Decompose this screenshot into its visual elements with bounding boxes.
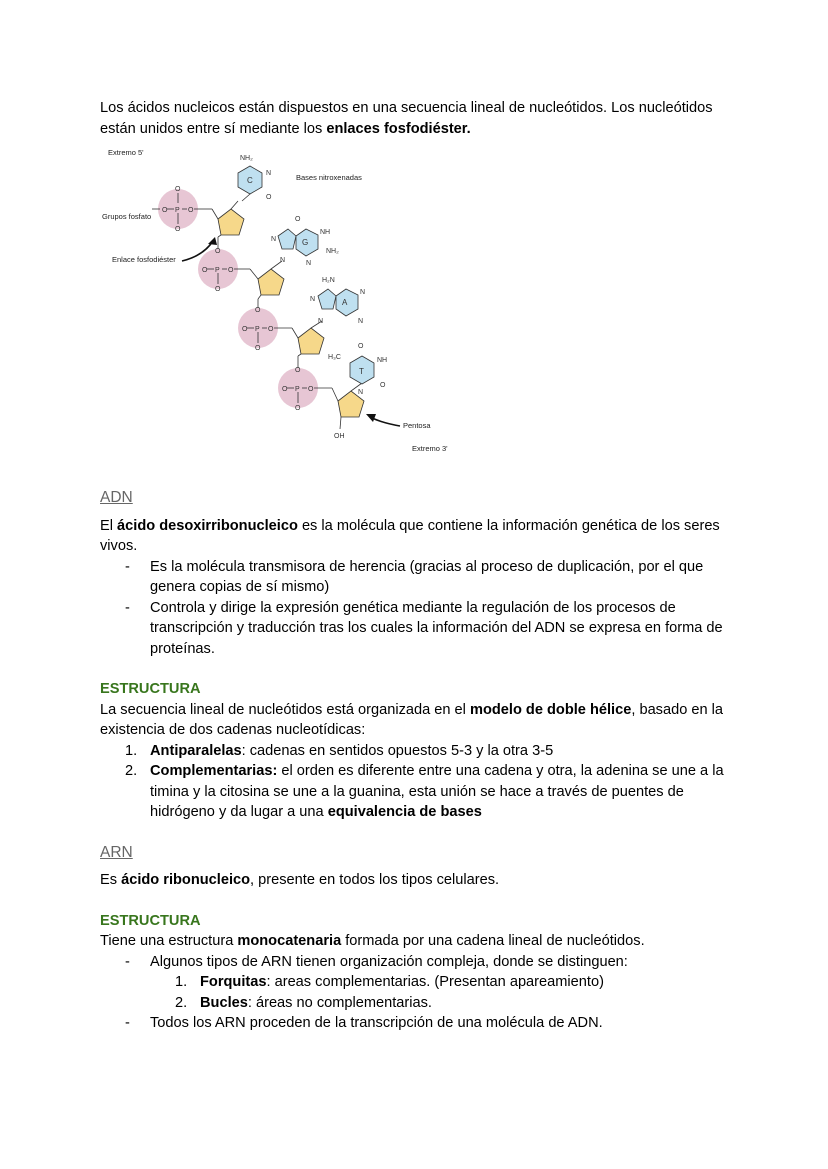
svg-text:H₂N: H₂N	[322, 277, 335, 284]
base-g	[271, 216, 339, 267]
pentosa-arrow	[366, 414, 400, 426]
base-a	[310, 277, 365, 325]
svg-text:H₃C: H₃C	[328, 354, 341, 361]
arn-bullet-list	[100, 952, 730, 1034]
list-item: - Es la molécula transmisora de herencia (gracias al proceso de duplicación, por el que genera copias de sí mismo)	[150, 557, 730, 598]
svg-text:N: N	[266, 170, 272, 177]
svg-text:N: N	[360, 289, 366, 296]
svg-text:O: O	[202, 267, 208, 274]
nucleotide-chain-diagram	[100, 141, 480, 466]
adn-title: ADN	[100, 489, 133, 506]
svg-text:O: O	[228, 267, 234, 274]
svg-text:N: N	[358, 389, 364, 396]
intro-paragraph: Los ácidos nucleicos están dispuestos en una secuencia lineal de nucleótidos. Los nucleótidos están unidos entre sí mediante los enlaces fosfodiéster.	[100, 100, 713, 137]
svg-text:O: O	[175, 226, 181, 233]
list-item: 2. Bucles: áreas no complementarias.	[175, 994, 432, 1011]
svg-text:NH₂: NH₂	[326, 248, 339, 255]
svg-text:T: T	[359, 367, 364, 376]
svg-text:NH: NH	[377, 357, 388, 364]
list-item: - Controla y dirige la expresión genética mediante la regulación de los procesos de transcripción y traducción tras los cuales la información del ADN se expresa en forma de proteínas.	[150, 598, 730, 660]
adn-numbered-list	[100, 741, 730, 823]
svg-text:O: O	[295, 367, 301, 374]
phosphate-group-4	[278, 356, 332, 412]
list-item: - Algunos tipos de ARN tienen organización compleja, donde se distinguen: 1. Forquitas: areas complementarias. (Presentan apareamiento) 2. Bucles: áreas no complementarias.	[150, 952, 730, 1014]
arn-sub-list	[150, 972, 730, 1013]
base-c	[238, 155, 272, 201]
svg-text:O: O	[255, 345, 261, 352]
svg-text:N: N	[271, 236, 277, 243]
svg-text:O: O	[282, 386, 288, 393]
svg-text:O: O	[175, 186, 181, 193]
base-t	[328, 343, 387, 396]
document-content	[100, 98, 730, 1034]
arn-estructura-heading: ESTRUCTURA	[100, 912, 201, 929]
label-extremo3: Extremo 3'	[412, 444, 448, 453]
list-item: 2. Complementarias: el orden es diferente entre una cadena y otra, la adenina se une a la timina y la citosina se une a la guanina, esta unión se hace a través de puentes de hidrógeno y da lugar a una equivalencia de bases	[125, 763, 724, 820]
label-enlace-fosfodiester: Enlace fosfodiéster	[112, 255, 176, 264]
svg-text:P: P	[175, 207, 180, 214]
svg-text:O: O	[295, 216, 301, 223]
list-item: 1. Forquitas: areas complementarias. (Presentan apareamiento)	[175, 974, 604, 990]
label-grupos-fosfato: Grupos fosfato	[102, 212, 152, 221]
svg-text:O: O	[188, 207, 194, 214]
arn-estructura-paragraph: Tiene una estructura monocatenaria formada por una cadena lineal de nucleótidos.	[100, 933, 645, 949]
svg-text:O: O	[358, 343, 364, 350]
adn-estructura-paragraph: La secuencia lineal de nucleótidos está organizada en el modelo de doble hélice, basado en la existencia de dos cadenas nucleotídicas:	[100, 701, 724, 738]
svg-text:N: N	[358, 318, 364, 325]
pentose-1	[202, 201, 244, 237]
svg-text:NH₂: NH₂	[240, 155, 253, 162]
svg-text:O: O	[162, 207, 168, 214]
svg-text:O: O	[215, 248, 221, 255]
svg-text:P: P	[255, 326, 260, 333]
svg-text:P: P	[215, 267, 220, 274]
phosphate-group-1	[152, 186, 202, 233]
svg-text:A: A	[342, 298, 348, 307]
adn-bullet-list	[100, 557, 730, 660]
label-extremo5: Extremo 5'	[108, 148, 144, 157]
svg-text:C: C	[247, 176, 253, 185]
phosphate-group-2	[198, 237, 250, 293]
adn-paragraph: El ácido desoxirribonucleico es la molécula que contiene la información genética de los seres vivos.	[100, 517, 720, 554]
intro-bold: enlaces fosfodiéster.	[326, 120, 471, 137]
svg-text:N: N	[310, 296, 316, 303]
svg-text:O: O	[266, 194, 272, 201]
label-bases: Bases nitroxenadas	[296, 173, 362, 182]
svg-text:N: N	[318, 318, 324, 325]
svg-text:O: O	[295, 405, 301, 412]
svg-text:O: O	[308, 386, 314, 393]
svg-text:N: N	[280, 257, 286, 264]
arn-title: ARN	[100, 843, 133, 861]
pentose-3	[292, 321, 324, 356]
svg-text:P: P	[295, 386, 300, 393]
label-pentosa: Pentosa	[403, 421, 431, 430]
arn-paragraph: Es ácido ribonucleico, presente en todos los tipos celulares.	[100, 872, 500, 888]
svg-text:O: O	[268, 326, 274, 333]
svg-text:N: N	[306, 260, 312, 267]
list-item: 1. Antiparalelas: cadenas en sentidos opuestos 5-3 y la otra 3-5	[125, 742, 554, 759]
svg-text:OH: OH	[334, 433, 345, 440]
svg-text:NH: NH	[320, 229, 331, 236]
svg-text:O: O	[380, 382, 386, 389]
adn-estructura-heading: ESTRUCTURA	[100, 681, 201, 697]
svg-text:O: O	[242, 326, 248, 333]
list-item: - Todos los ARN proceden de la transcripción de una molécula de ADN.	[150, 1013, 730, 1034]
pentose-2	[250, 261, 284, 299]
svg-text:G: G	[302, 238, 309, 247]
svg-text:O: O	[215, 286, 221, 293]
svg-text:O: O	[255, 307, 261, 314]
phosphate-group-3	[238, 299, 292, 352]
nucleotide-chain-figure	[100, 141, 480, 466]
